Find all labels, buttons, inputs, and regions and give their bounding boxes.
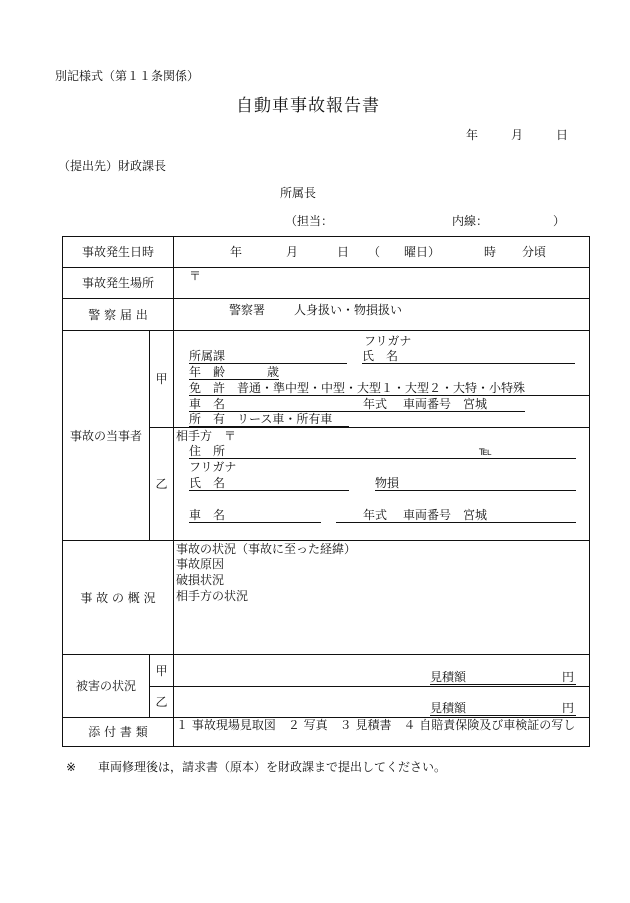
place-label: 事故発生場所 (81, 276, 154, 290)
party-a-license: 免 許 普通・準中型・中型・大型１・大型２・大特・小特殊 (189, 381, 589, 396)
party-b-car: 車 名 (189, 508, 321, 523)
party-a-age-label: 年 齢 (189, 365, 226, 379)
summary-line: 相手方の状況 (176, 589, 249, 603)
party-b-counterparty: 相手方 〒 (176, 429, 237, 443)
party-b-car-details (336, 508, 576, 523)
page-title: 自動車事故報告書 (236, 96, 380, 116)
date-month: 月 (511, 128, 524, 142)
party-a-model-year: 年式 (363, 397, 388, 411)
damage-b-mark: 乙 (155, 695, 168, 709)
police-label: 警 察 届 出 (88, 307, 148, 322)
datetime-month: 月 (286, 245, 299, 259)
date-year: 年 (466, 128, 479, 142)
damage-b-estimate (430, 701, 576, 716)
party-b-model-year: 年式 (363, 508, 388, 522)
party-a-name: 氏 名 (362, 349, 575, 364)
damage-b-estimate-label: 見積額 (430, 701, 467, 715)
extension-label: 内線： (452, 214, 489, 228)
party-a-owner: 所 有 リース車・所有車 (189, 412, 349, 427)
datetime-hour: 時 (484, 245, 497, 259)
summary-label: 事 故 の 概 況 (80, 590, 156, 605)
party-a-plate: 車両番号 宮城 (403, 397, 488, 411)
parties-label: 事故の当事者 (69, 428, 142, 443)
party-a-dept: 所属課 (189, 349, 347, 364)
party-a-car: 車 名 (189, 397, 347, 412)
party-b-damage: 物損 (375, 476, 576, 491)
party-a-furigana: フリガナ (364, 334, 412, 348)
sender: 所属長 (280, 186, 317, 200)
weekday-open: （ (368, 245, 381, 259)
note-mark: ※ (66, 760, 77, 774)
party-b-furigana: フリガナ (189, 460, 237, 474)
party-b-address (189, 444, 576, 459)
date-day: 日 (556, 128, 569, 142)
footer-note: 車両修理後は，請求書（原本）を財政課まで提出してください。 (98, 760, 447, 774)
datetime-weekday: 曜日） (404, 245, 441, 259)
police-station: 警察署 (229, 303, 266, 317)
datetime-label: 事故発生日時 (81, 245, 154, 259)
form-number: 別記様式（第１１条関係） (55, 69, 200, 83)
damage-b-yen: 円 (561, 701, 574, 715)
party-a-age-unit: 歳 (267, 365, 280, 379)
summary-line: 破損状況 (176, 573, 225, 587)
damage-label: 被害の状況 (75, 679, 136, 693)
damage-a-yen: 円 (561, 670, 574, 684)
party-b-mark: 乙 (155, 477, 168, 491)
party-a-mark: 甲 (155, 372, 168, 386)
party-a-age (189, 365, 279, 380)
place-postal: 〒 (189, 269, 202, 283)
attachments-label: 添 付 書 類 (88, 725, 148, 739)
datetime-minute: 分頃 (522, 245, 547, 259)
damage-a-mark: 甲 (155, 663, 168, 678)
contact-close: ） (553, 214, 566, 228)
datetime-year: 年 (230, 245, 243, 259)
attachments-list: １ 事故現場見取図 ２ 写真 ３ 見積書 ４ 自賠責保険及び車検証の写し (176, 718, 576, 732)
party-b-address-label: 住 所 (189, 444, 226, 458)
damage-a-estimate-label: 見積額 (430, 670, 467, 684)
police-handling: 人身扱い・物損扱い (294, 303, 403, 317)
summary-line: 事故原因 (176, 557, 225, 571)
party-a-car-details (347, 397, 525, 412)
summary-line: 事故の状況（事故に至った経緯） (176, 542, 357, 556)
datetime-day: 日 (337, 245, 350, 259)
party-b-tel: ℡ (479, 444, 492, 458)
party-b-name: 氏 名 (189, 476, 349, 491)
contact-open: （担当： (285, 214, 334, 228)
party-b-plate: 車両番号 宮城 (403, 508, 488, 522)
recipient: （提出先）財政課長 (58, 159, 167, 173)
damage-a-estimate (430, 670, 576, 685)
